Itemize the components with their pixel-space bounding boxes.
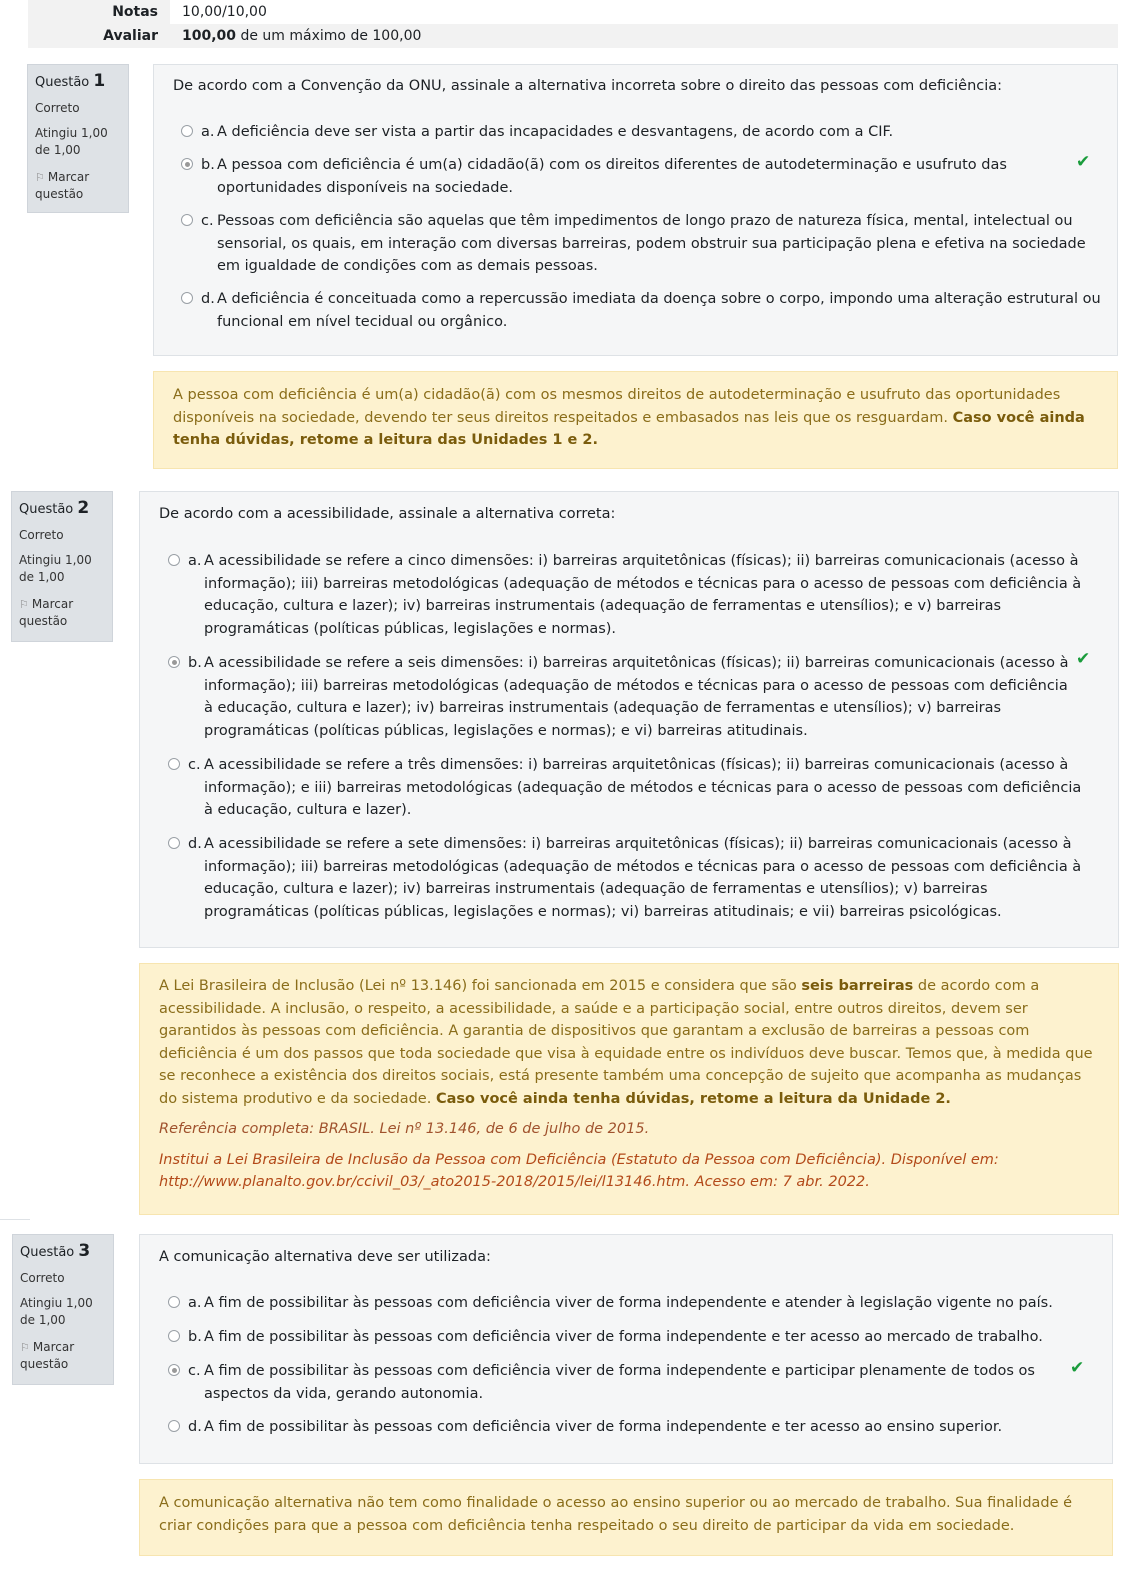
option-text: A fim de possibilitar às pessoas com deficiência viver de forma independente e participar plenamente de todos os aspectos da vida, gerando autonomia. (204, 1363, 1035, 1402)
radio-icon[interactable] (181, 158, 193, 170)
divider (0, 1219, 30, 1220)
radio-icon[interactable] (168, 554, 180, 566)
flag-icon: ⚐ (35, 171, 45, 184)
question-grade: Atingiu 1,00 de 1,00 (20, 1296, 93, 1327)
option-text: A deficiência é conceituada como a repercussão imediata da doença sobre o corpo, impondo uma alteração estrutural ou funcional em nível tecidual ou orgânico. (217, 291, 1101, 330)
option-letter: d. (201, 291, 215, 307)
option-letter: c. (188, 757, 201, 773)
feedback-reference-link: Institui a Lei Brasileira de Inclusão da Pessoa com Deficiência (Estatuto da Pessoa com Deficiência). Disponível em: http://www.planalto.gov.br/ccivil_03/_ato2015-2018/2015/lei/l13146.htm. Acesso em: 7 abr. 2022. (159, 1151, 999, 1190)
flag-icon: ⚐ (19, 598, 29, 611)
radio-icon[interactable] (181, 214, 193, 226)
option-letter: d. (188, 1419, 202, 1435)
grade-label: Notas (28, 0, 170, 24)
score-rest: de um máximo de 100,00 (240, 28, 422, 44)
flag-question-button[interactable] (19, 596, 105, 630)
radio-icon[interactable] (181, 292, 193, 304)
flag-label: Marcar questão (20, 1340, 75, 1371)
feedback-text: A comunicação alternativa não tem como finalidade o acesso ao ensino superior ou ao mercado de trabalho. Sua finalidade é criar condições para que a pessoa com deficiência tenha respeitado o seu direito de participar da vida em sociedade. (159, 1495, 1073, 1534)
question-info (12, 1234, 114, 1385)
question-content (139, 491, 1119, 948)
question-feedback (139, 1479, 1113, 1556)
radio-icon[interactable] (168, 1296, 180, 1308)
option-text: A acessibilidade se refere a cinco dimensões: i) barreiras arquitetônicas (físicas); ii) barreiras comunicacionais (acesso à informação); iii) barreiras metodológicas (adequação de métodos e técnicas para o acesso de pessoas com deficiência à educação, cultura e lazer); iv) barreiras instrumentais (adequação de ferramentas e utensílios); e v) barreiras programáticas (políticas públicas, legislações e normas). (204, 553, 1082, 637)
question-feedback (139, 963, 1119, 1215)
question-text: De acordo com a Convenção da ONU, assinale a alternativa incorreta sobre o direito das pessoas com deficiência: (173, 78, 1003, 94)
question-number-value: 3 (78, 1241, 91, 1261)
option-text: A deficiência deve ser vista a partir das incapacidades e desvantagens, de acordo com a CIF. (217, 124, 894, 140)
flag-icon: ⚐ (20, 1341, 30, 1354)
option-text: Pessoas com deficiência são aquelas que têm impedimentos de longo prazo de natureza física, mental, intelectual ou sensorial, os quais, em interação com diversas barreiras, podem obstruir sua participação plena e efetiva na sociedade em igualdade de condições com as demais pessoas. (217, 213, 1086, 274)
flag-question-button[interactable] (20, 1339, 106, 1373)
option-letter: c. (188, 1363, 201, 1379)
option-text: A acessibilidade se refere a sete dimensões: i) barreiras arquitetônicas (físicas); ii) barreiras comunicacionais (acesso à informação); iii) barreiras metodológicas (adequação de métodos e técnicas para o acesso de pessoas com deficiência à educação, cultura e lazer); iv) barreiras instrumentais (adequação de ferramentas e utensílios); v) barreiras programáticas (políticas públicas, legislações e normas); vi) barreiras atitudinais; e vii) barreiras psicológicas. (204, 836, 1082, 920)
option-letter: a. (188, 553, 202, 569)
check-icon: ✔ (1076, 649, 1091, 669)
grade-row (28, 0, 1118, 24)
question-content (153, 64, 1118, 356)
question-label: Questão (19, 502, 74, 517)
radio-icon[interactable] (168, 837, 180, 849)
question-label: Questão (35, 75, 90, 90)
score-bold: 100,00 (182, 28, 237, 44)
question-grade: Atingiu 1,00 de 1,00 (35, 126, 108, 157)
option-letter: d. (188, 836, 202, 852)
radio-icon[interactable] (168, 656, 180, 668)
score-row (28, 24, 1118, 48)
question-text: A comunicação alternativa deve ser utilizada: (159, 1249, 491, 1265)
question-content (139, 1234, 1113, 1464)
question-info (27, 64, 129, 213)
radio-icon[interactable] (168, 758, 180, 770)
radio-icon[interactable] (168, 1330, 180, 1342)
feedback-text: A pessoa com deficiência é um(a) cidadão(ã) com os mesmos direitos de autodeterminação e usufruto das oportunidades disponíveis na sociedade, devendo ter seus direitos respeitados e embasados nas leis que os resguardam. (173, 387, 1061, 426)
question-state: Correto (19, 528, 64, 542)
question-state: Correto (35, 101, 80, 115)
option-text: A fim de possibilitar às pessoas com deficiência viver de forma independente e atender à legislação vigente no país. (204, 1295, 1053, 1311)
check-icon: ✔ (1070, 1358, 1085, 1378)
option-text: A acessibilidade se refere a seis dimensões: i) barreiras arquitetônicas (físicas); ii) barreiras comunicacionais (acesso à informação); iii) barreiras metodológicas (adequação de métodos e técnicas para o acesso de pessoas com deficiência à educação, cultura e lazer); iv) barreiras instrumentais (adequação de ferramentas e utensílios); v) barreiras programáticas (políticas públicas, legislações e normas); e vi) barreiras atitudinais. (204, 655, 1069, 739)
check-icon: ✔ (1076, 152, 1091, 172)
feedback-strong: Caso você ainda tenha dúvidas, retome a leitura da Unidade 2. (435, 1090, 951, 1107)
question-number (35, 71, 121, 91)
question-info (11, 491, 113, 642)
question-number-value: 2 (77, 498, 90, 518)
option-text: A fim de possibilitar às pessoas com deficiência viver de forma independente e ter acesso ao ensino superior. (204, 1419, 1003, 1435)
option-letter: a. (201, 124, 215, 140)
score-label: Avaliar (28, 24, 170, 48)
option-letter: a. (188, 1295, 202, 1311)
feedback-text-mid: de acordo com a acessibilidade. A inclusão, o respeito, a acessibilidade, a saúde e a participação social, entre outros direitos, devem ser garantidos às pessoas com deficiência. A garantia de dispositivos que garantam a exclusão de barreiras a pessoas com deficiência é um dos passos que toda sociedade que visa à equidade entre os indivíduos deve buscar. Temos que, à medida que se reconhece a existência dos direitos sociais, está presente também uma concepção de sujeito que acompanha as mudanças do sistema produtivo e da sociedade. (159, 978, 1093, 1107)
review-summary (28, 0, 1118, 48)
grade-value: 10,00/10,00 (170, 0, 1118, 25)
radio-icon[interactable] (168, 1364, 180, 1376)
option-letter: b. (201, 157, 215, 173)
question-label: Questão (20, 1245, 75, 1260)
feedback-bold: seis barreiras (801, 978, 914, 994)
option-text: A pessoa com deficiência é um(a) cidadão(ã) com os direitos diferentes de autodeterminação e usufruto das oportunidades disponíveis na sociedade. (217, 157, 1007, 196)
flag-label: Marcar questão (35, 170, 90, 201)
question-state: Correto (20, 1271, 65, 1285)
flag-question-button[interactable] (35, 169, 121, 203)
question-grade: Atingiu 1,00 de 1,00 (19, 553, 92, 584)
score-value (170, 24, 1118, 48)
option-text: A fim de possibilitar às pessoas com deficiência viver de forma independente e ter acesso ao mercado de trabalho. (204, 1329, 1043, 1345)
option-letter: b. (188, 1329, 202, 1345)
feedback-text: A Lei Brasileira de Inclusão (Lei nº 13.146) foi sancionada em 2015 e considera que são (159, 978, 802, 994)
option-letter: b. (188, 655, 202, 671)
flag-label: Marcar questão (19, 597, 74, 628)
option-text: A acessibilidade se refere a três dimensões: i) barreiras arquitetônicas (físicas); ii) barreiras comunicacionais (acesso à informação); e iii) barreiras metodológicas (adequação de métodos e técnicas para o acesso de pessoas com deficiência à educação, cultura e lazer). (204, 757, 1082, 818)
option-letter: c. (201, 213, 214, 229)
question-number-value: 1 (93, 71, 106, 91)
question-text: De acordo com a acessibilidade, assinale a alternativa correta: (159, 506, 616, 522)
question-number (20, 1241, 106, 1261)
radio-icon[interactable] (168, 1420, 180, 1432)
radio-icon[interactable] (181, 125, 193, 137)
question-feedback (153, 371, 1118, 469)
feedback-strong: Caso você ainda tenha dúvidas, retome a leitura das Unidades 1 e 2. (173, 409, 1085, 448)
question-number (19, 498, 105, 518)
feedback-reference: Referência completa: BRASIL. Lei nº 13.146, de 6 de julho de 2015. (159, 1121, 650, 1137)
